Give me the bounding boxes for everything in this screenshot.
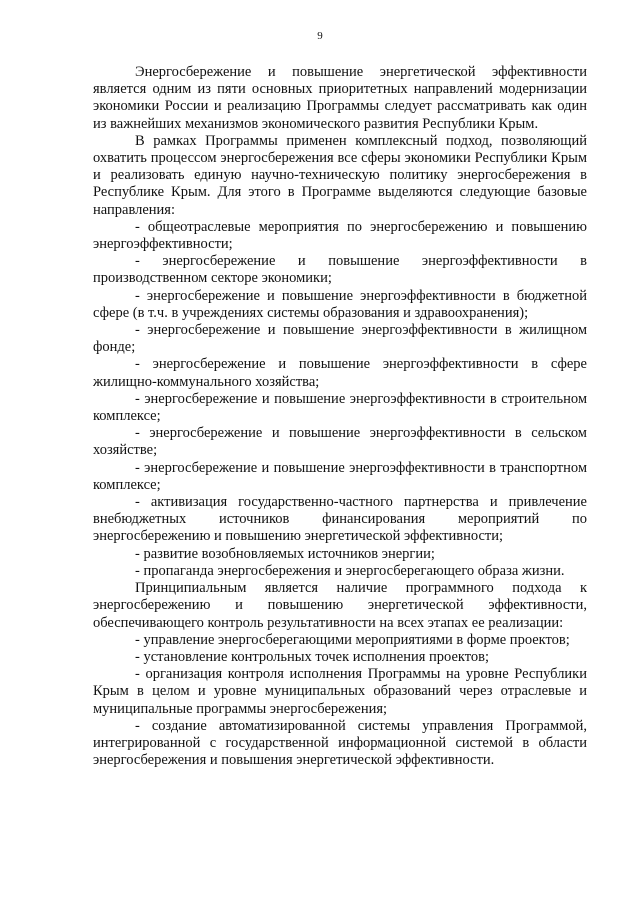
list-item: - общеотраслевые мероприятия по энергосбережению и повышению энергоэффективности; — [93, 218, 587, 253]
list-item: - развитие возобновляемых источников энергии; — [135, 545, 435, 562]
page-number: 9 — [317, 30, 323, 42]
list-item: - энергосбережение и повышение энергоэффективности в бюджетной сфере (в т.ч. в учреждениях системы образования и здравоохранения); — [93, 287, 587, 321]
list-item: - установление контрольных точек исполнения проектов; — [135, 648, 490, 665]
paragraph-intro: Энергосбережение и повышение энергетической эффективности является одним из пяти основных приоритетных направлений модернизации экономики России и реализацию Программы следует рассматривать как один из важнейших механизмов экономического развития Республики Крым. — [93, 64, 587, 132]
document-body — [93, 64, 587, 769]
list-item: - энергосбережение и повышение энергоэффективности в жилищном фонде; — [93, 322, 587, 356]
list-item: - организация контроля исполнения Программы на уровне Республики Крым в целом и уровне муниципальных образований через отраслевые и муниципальные программы энергосбережения; — [93, 666, 587, 717]
paragraph-approach: В рамках Программы применен комплексный подход, позволяющий охватить процессом энергосбережения все сферы экономики Республики Крым и реализовать единую научно-техническую политику энергосбережения в Республике Крым. Для этого в Программе выделяются следующие базовые направления: — [93, 132, 587, 218]
list-item: - энергосбережение и повышение энергоэффективности в сельском хозяйстве; — [93, 425, 587, 459]
paragraph-program-approach: Принципиальным является наличие программного подхода к энергосбережению и повышению энергетической эффективности, обеспечивающего контроль результативности на всех этапах ее реализации: — [93, 580, 587, 631]
list-item: - пропаганда энергосбережения и энергосберегающего образа жизни. — [135, 562, 565, 579]
list-item: - энергосбережение и повышение энергоэффективности в производственном секторе экономики; — [93, 253, 587, 287]
list-item: - энергосбережение и повышение энергоэффективности в сфере жилищно-коммунального хозяйства; — [93, 356, 587, 390]
list-item: - активизация государственно-частного партнерства и привлечение внебюджетных источников финансирования мероприятий по энергосбережению и повышению энергетической эффективности; — [93, 494, 587, 545]
list-item: - управление энергосберегающими мероприятиями в форме проектов; — [135, 631, 570, 648]
list-item: - энергосбережение и повышение энергоэффективности в транспортном комплексе; — [93, 459, 587, 493]
list-item: - энергосбережение и повышение энергоэффективности в строительном комплексе; — [93, 390, 587, 425]
list-item: - создание автоматизированной системы управления Программой, интегрированной с государственной информационной системой в области энергосбережения и повышения энергетической эффективности. — [93, 717, 587, 769]
